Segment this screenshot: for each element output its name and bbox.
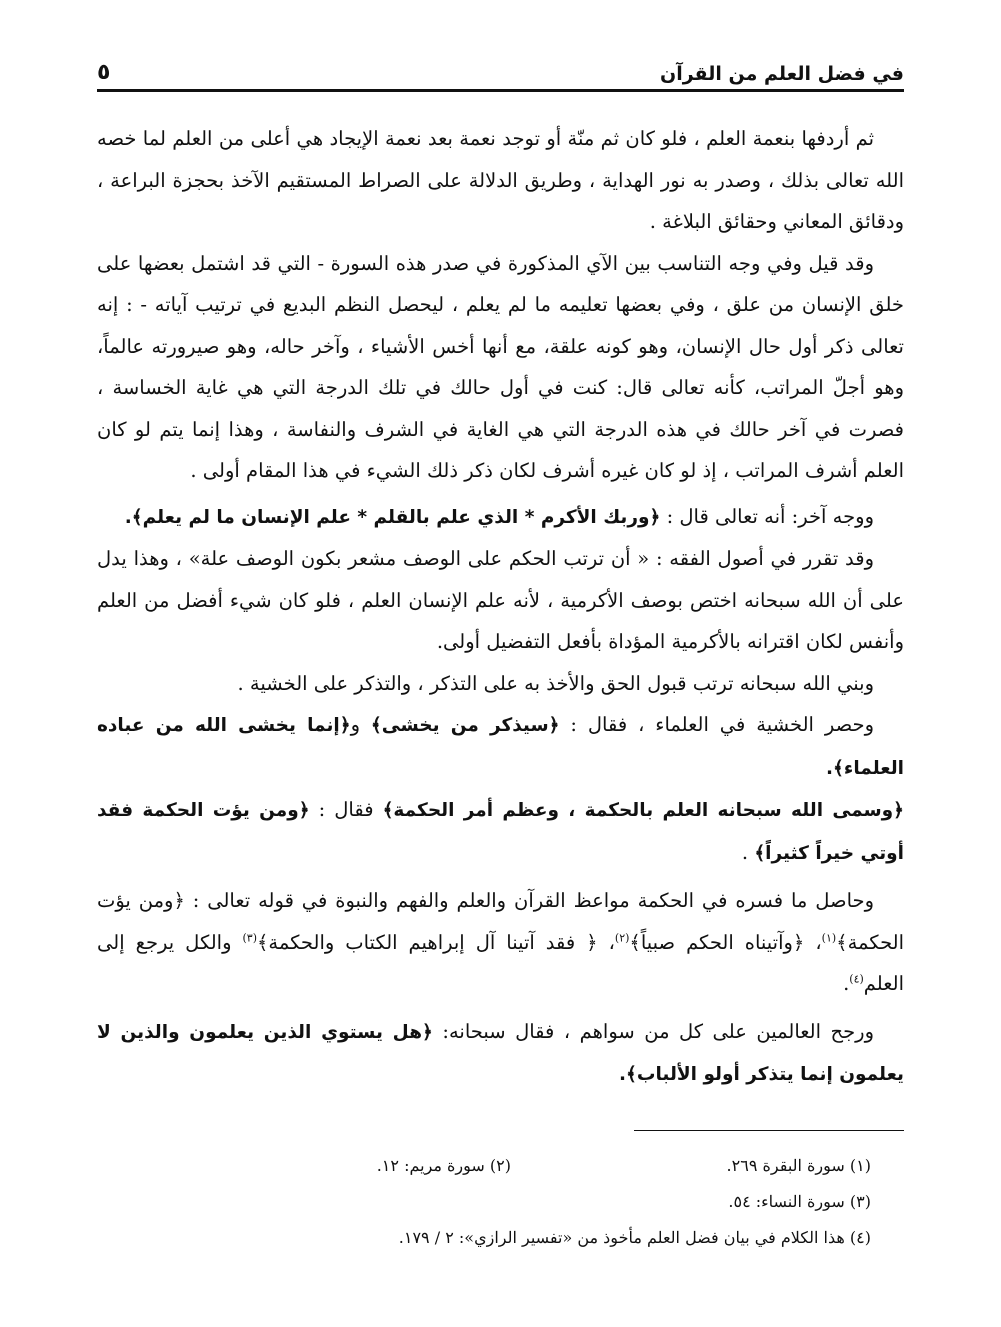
paragraph — [97, 880, 904, 1005]
paragraph: ثم أردفها بنعمة العلم ، فلو كان ثم منّة أو توجد نعمة بعد نعمة الإيجاد هي أعلى من العلم لما خصه الله تعالى بذلك ، وصدر به نور الهداية ، وطريق الدلالة على الصراط المستقيم الآخذ بحجزة البراعة ، ودقائق المعاني وحقائق البلاغة . — [97, 127, 904, 233]
paragraph-text: فقال : — [309, 798, 383, 821]
footnote: (١) سورة البقرة ٢٦٩. — [726, 1156, 871, 1175]
footnotes — [97, 1148, 871, 1256]
paragraph: وقد قيل وفي وجه التناسب بين الآي المذكورة في صدر هذه السورة - التي قد اشتمل بعضها على خلق الإنسان من علق ، وفي بعضها تعليمه ما لم يعلم ، ليحصل النظم البديع في ترتيب آياته - : إنه تعالى ذكر أول حال الإنسان، وهو كونه علقة، مع أنها أخس الأشياء ، وآخر حاله، وهو صيرورته عالماً، وهو أجلّ المراتب، كأنه تعالى قال: كنت في أول حالك في تلك الدرجة التي هي غاية الخساسة ، فصرت في آخر حالك في هذه الدرجة التي هي الغاية في الشرف والنفاسة ، وهذا إنما يتم لو كان العلم أشرف المراتب ، إذ لو كان غيره أشرف لكان ذكر ذلك الشيء في هذا المقام أولى . — [97, 251, 904, 482]
paragraph-text: ورجح العالمين على كل من سواهم ، فقال سبحانه: — [442, 1019, 874, 1043]
quran-verse: ﴿ومن يؤت الحكمة فقد أوتي خيراً كثيراً﴾ — [97, 800, 904, 864]
paragraph-text: ووجه آخر: أنه تعالى قال : — [666, 504, 874, 528]
quran-verse: ﴿إنما يخشى الله من عباده العلماء﴾. — [97, 715, 904, 779]
paragraph-text: . — [741, 840, 755, 864]
footnote-ref: (٤) — [849, 972, 864, 986]
paragraph — [97, 789, 904, 874]
footnote-ref: (٣) — [242, 931, 257, 944]
body-text — [97, 118, 904, 1096]
quran-verse: ﴿وسمى الله سبحانه العلم بالحكمة ، وعظم أمر الحكمة﴾ — [382, 800, 905, 821]
paragraph-text: وحاصل ما فسره في الحكمة مواعظ القرآن والعلم والفهم والنبوة في قوله تعالى : ﴿ومن يؤت الحكمة﴾ — [97, 889, 905, 954]
footnote-row — [97, 1148, 871, 1184]
paragraph-text: ، ﴿ فقد آتينا آل إبراهيم الكتاب والحكمة﴾ — [257, 930, 615, 954]
quran-verse: ﴿وربك الأكرم * الذي علم بالقلم * علم الإنسان ما لم يعلم﴾. — [124, 506, 661, 528]
paragraph — [97, 1011, 904, 1096]
paragraph: وبني الله سبحانه ترتب قبول الحق والأخذ به على التذكر ، والتذكر على الخشية . — [237, 671, 874, 695]
paragraph — [97, 704, 904, 789]
quran-verse: ﴿هل يستوي الذين يعلمون والذين لا يعلمون إنما يتذكر أولو الألباب﴾. — [97, 1021, 904, 1085]
page-number: ٥ — [97, 60, 111, 85]
quran-verse: ﴿سيذكر من يخشى﴾ — [370, 715, 560, 736]
paragraph-text: والكل يرجع إلى العلم — [97, 930, 904, 995]
paragraph: وقد تقرر في أصول الفقه : « أن ترتب الحكم على الوصف مشعر بكون الوصف علة» ، وهذا يدل على أن الله سبحانه اختص بوصف الأكرمية ، لأنه علم الإنسان العلم ، فلو كان شيء أفضل من العلم وأنفس لكان اقترانه بالأكرمية المؤداة بأفعل التفضيل أولى. — [97, 547, 904, 653]
footnote: (٤) هذا الكلام في بيان فضل العلم مأخوذ من «تفسير الرازي»: ٢ / ١٧٩. — [398, 1228, 871, 1247]
paragraph-text: و — [350, 713, 371, 736]
footnote-row — [97, 1220, 871, 1256]
header-title: في فضل العلم من القرآن — [659, 63, 904, 85]
paragraph-text: وحصر الخشية في العلماء ، فقال : — [570, 713, 874, 736]
footnote-ref: (١) — [821, 931, 837, 944]
footnote-divider — [634, 1130, 904, 1131]
running-header — [97, 52, 904, 92]
paragraph-text: ، ﴿وآتيناه الحكم صبياً﴾ — [629, 930, 822, 954]
footnote: (٣) سورة النساء: ٥٤. — [728, 1192, 871, 1211]
paragraph-text: . — [843, 972, 850, 995]
footnote-row — [97, 1184, 871, 1220]
footnote-ref: (٢) — [614, 931, 630, 944]
footnote: (٢) سورة مريم: ١٢. — [376, 1156, 511, 1175]
paragraph — [97, 496, 904, 539]
